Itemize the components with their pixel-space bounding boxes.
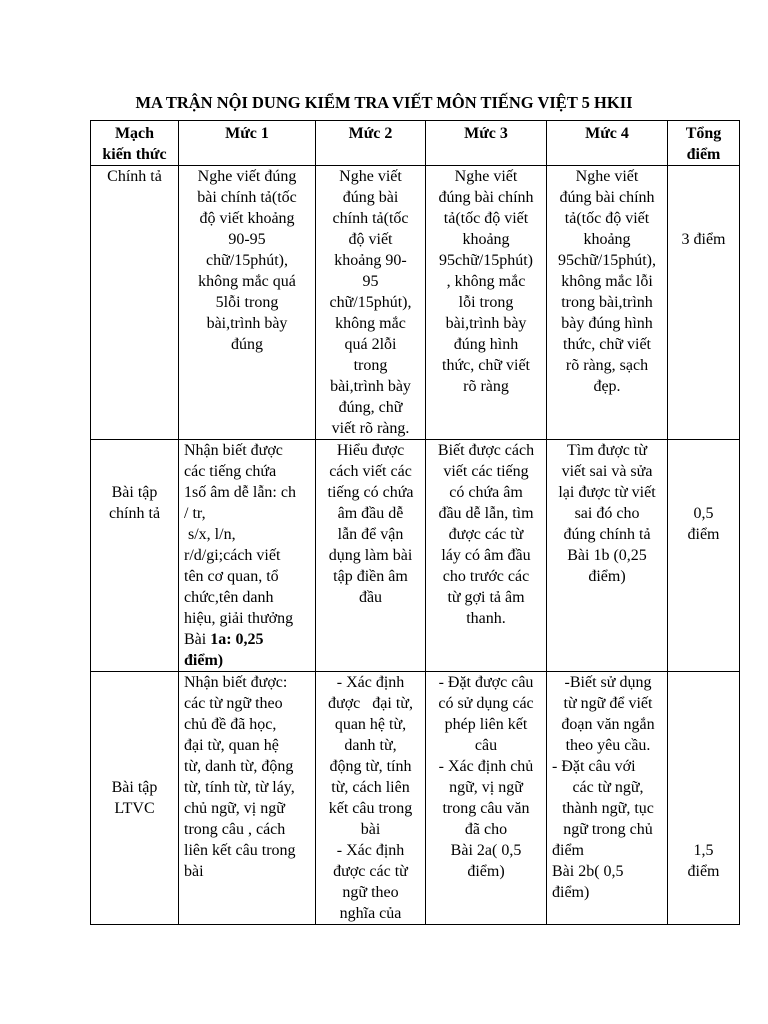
header-level-2: Mức 2 xyxy=(316,121,426,166)
document-title: MA TRẬN NỘI DUNG KIỂM TRA VIẾT MÔN TIẾNG VIỆT 5 HKII xyxy=(135,93,633,112)
cell-level-4: Nghe viết đúng bài chính tả(tốc độ viết khoảng 95chữ/15phút), không mắc lỗi trong bài,trình bày đúng hình thức, chữ viết rõ ràng, sạch đẹp. xyxy=(547,166,668,440)
table-row xyxy=(91,672,740,925)
score-prefix: Bài xyxy=(184,631,211,648)
header-strand: Mạch kiến thức xyxy=(91,121,179,166)
row-label: Bài tập LTVC xyxy=(91,672,179,925)
cell-level-3: - Đặt được câu có sử dụng các phép liên kết câu - Xác định chủ ngữ, vị ngữ trong câu văn đã cho Bài 2a( 0,5 điểm) xyxy=(426,672,547,925)
score-unit: điểm) xyxy=(184,652,224,669)
cell-level-4: -Biết sử dụng từ ngữ để viết đoạn văn ngắn theo yêu cầu. - Đặt câu với các từ ngữ, thành ngữ, tục ngữ trong chủ điểm Bài 2b( 0,5 điểm) xyxy=(547,672,668,925)
table-row xyxy=(91,166,740,440)
row-label: Bài tập chính tả xyxy=(91,440,179,672)
header-level-1: Mức 1 xyxy=(179,121,316,166)
content-matrix-table xyxy=(90,120,740,925)
cell-level-2: - Xác định được đại từ, quan hệ từ, danh từ, động từ, tính từ, cách liên kết câu trong bài - Xác định được các từ ngữ theo nghĩa của xyxy=(316,672,426,925)
header-level-3: Mức 3 xyxy=(426,121,547,166)
cell-level-1: Nghe viết đúng bài chính tả(tốc độ viết khoảng 90-95 chữ/15phút), không mắc quá 5lỗi trong bài,trình bày đúng xyxy=(179,166,316,440)
cell-level-1: Nhận biết được: các từ ngữ theo chủ đề đã học, đại từ, quan hệ từ, danh từ, động từ, tính từ, từ láy, chủ ngữ, vị ngữ trong câu , cách liên kết câu trong bài xyxy=(179,672,316,925)
cell-level-1: Nhận biết được các tiếng chứa 1số âm dễ lẫn: ch / tr, s/x, l/n, r/d/gi;cách viết tên cơ quan, tổ chức,tên danh hiệu, giải thưởng Bài 1a: 0,25 điểm) xyxy=(179,440,316,672)
table-header-row xyxy=(91,121,740,166)
cell-total: 0,5 điểm xyxy=(668,440,740,672)
cell-level-2: Nghe viết đúng bài chính tả(tốc độ viết khoảng 90- 95 chữ/15phút), không mắc quá 2lỗi trong bài,trình bày đúng, chữ viết rõ ràng. xyxy=(316,166,426,440)
cell-total: 1,5 điểm xyxy=(668,672,740,925)
cell-level-3: Biết được cách viết các tiếng có chứa âm đầu dễ lẫn, tìm được các từ láy có âm đầu cho trước các từ gợi tả âm thanh. xyxy=(426,440,547,672)
cell-total: 3 điểm xyxy=(668,166,740,440)
row-label: Chính tả xyxy=(91,166,179,440)
table-row xyxy=(91,440,740,672)
header-level-4: Mức 4 xyxy=(547,121,668,166)
header-total: Tổng điểm xyxy=(668,121,740,166)
cell-level-3: Nghe viết đúng bài chính tả(tốc độ viết khoảng 95chữ/15phút) , không mắc lỗi trong bài,trình bày đúng hình thức, chữ viết rõ ràng xyxy=(426,166,547,440)
cell-level-4: Tìm được từ viết sai và sửa lại được từ viết sai đó cho đúng chính tả Bài 1b (0,25 điểm) xyxy=(547,440,668,672)
cell-level-2: Hiểu được cách viết các tiếng có chứa âm đầu dễ lẫn để vận dụng làm bài tập điền âm đầu xyxy=(316,440,426,672)
score-value: 1a: 0,25 xyxy=(210,631,264,648)
